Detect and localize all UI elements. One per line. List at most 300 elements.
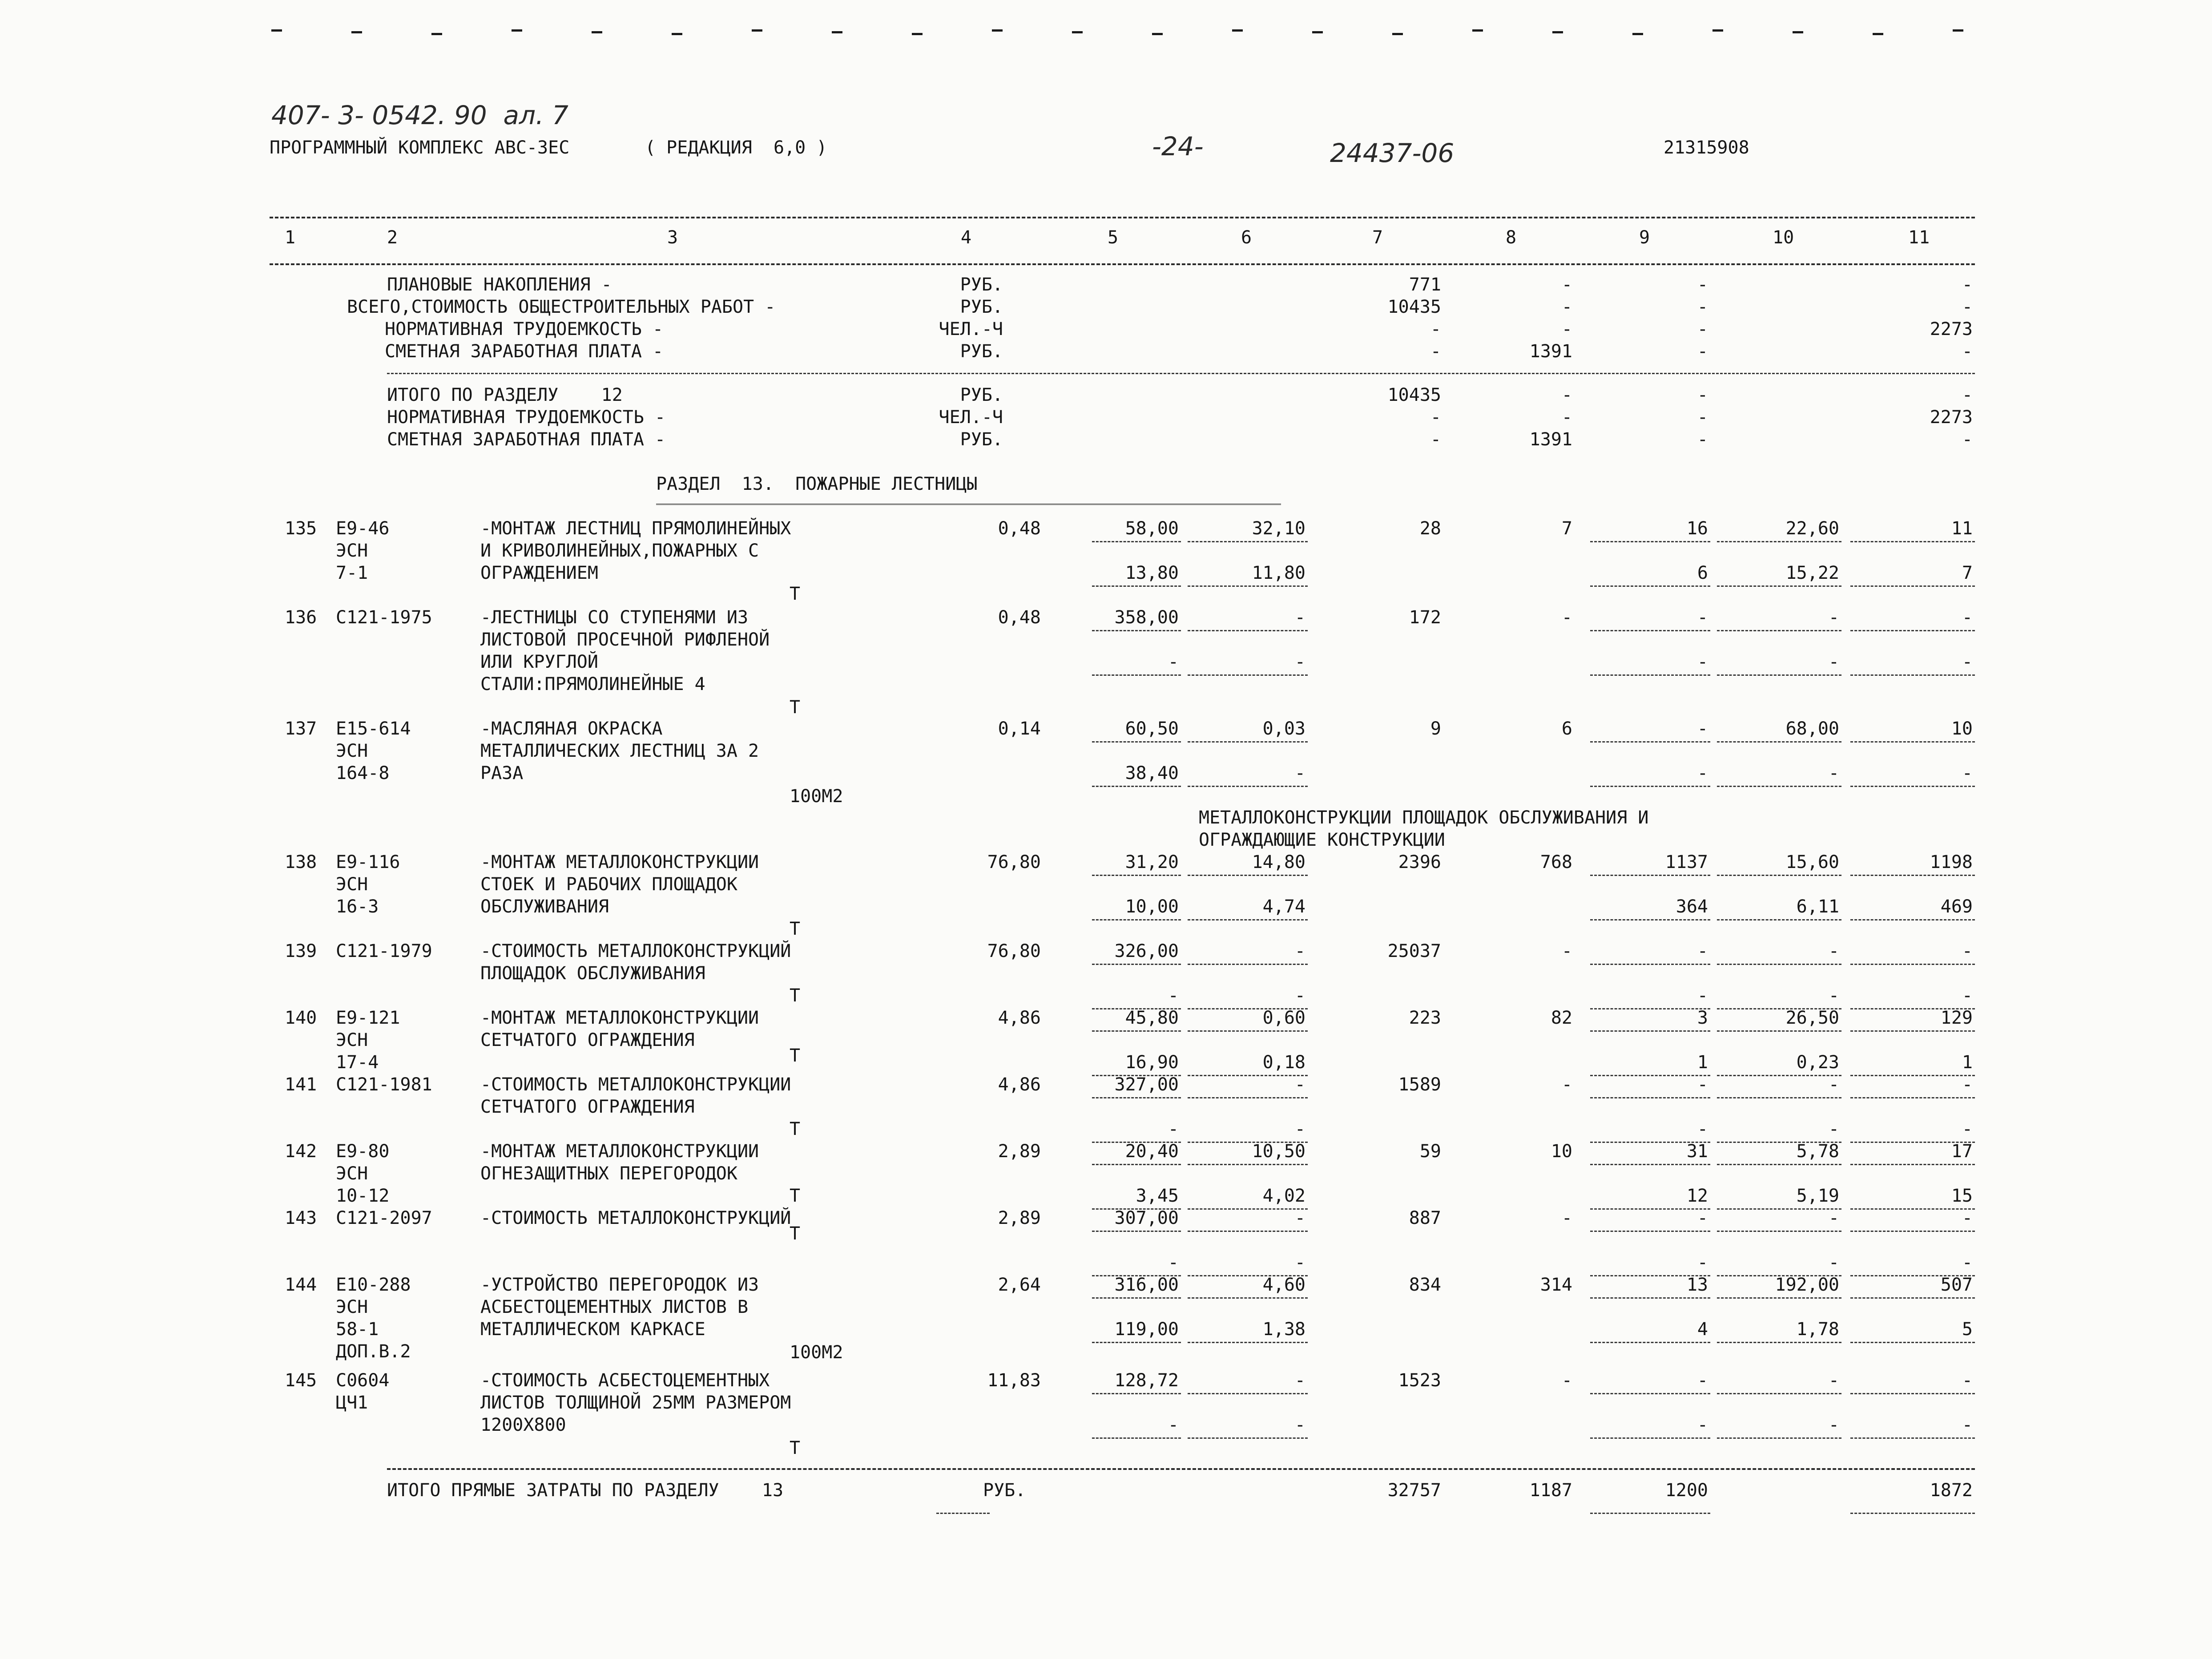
item-description: -МОНТАЖ МЕТАЛЛОКОНСТРУКЦИИ [480,1008,759,1028]
item-value-c4: 2,89 [998,1208,1041,1228]
item-code: 10-12 [336,1186,390,1206]
edition-label: ( РЕДАКЦИЯ 6,0 ) [645,137,827,158]
item-description: ОБСЛУЖИВАНИЯ [480,896,609,917]
value-separator [1188,786,1308,787]
value-separator [1850,1297,1975,1299]
item-value-c11: - [1962,1208,1973,1228]
summary-value: - [1697,407,1708,428]
item-value-c5: 128,72 [1114,1370,1179,1391]
value-separator [1590,1231,1710,1232]
item-description: -УСТРОЙСТВО ПЕРЕГОРОДОК ИЗ [480,1275,759,1295]
item-value-c7: 887 [1409,1208,1441,1228]
item-code: Е9-121 [336,1008,400,1028]
item-description: МЕТАЛЛИЧЕСКОМ КАРКАСЕ [480,1319,705,1340]
item-value-c9: - [1697,941,1708,961]
value-separator [1092,585,1181,587]
value-separator [1590,1075,1710,1076]
value-separator [1590,541,1710,542]
item-unit: Т [790,1438,801,1458]
value-separator [1590,630,1710,631]
item-value-c9b: - [1697,1415,1708,1435]
item-description: ОГРАЖДЕНИЕМ [480,563,598,583]
summary-value: - [1697,274,1708,295]
column-header-10: 10 [1773,227,1794,248]
item-value-c10b: - [1828,985,1839,1006]
item-value-c10: - [1828,1208,1839,1228]
item-description: СЕТЧАТОГО ОГРАЖДЕНИЯ [480,1097,695,1117]
item-value-c11: 11 [1951,518,1973,539]
document-number: 24437-06 [1330,138,1455,168]
tape-mark [351,31,362,33]
item-value-c9b: 364 [1676,896,1708,917]
summary-value: - [1697,385,1708,405]
item-value-c9b: 12 [1686,1186,1708,1206]
item-unit: 100М2 [790,786,843,807]
item-value-c7: 2396 [1398,852,1441,872]
value-separator [1188,875,1308,876]
tape-mark [912,33,923,35]
item-value-c5b: 16,90 [1125,1052,1179,1073]
item-value-c7: 834 [1409,1275,1441,1295]
value-separator [1092,1437,1181,1439]
value-separator [1717,1393,1841,1394]
value-separator [1850,1075,1975,1076]
summary-unit: РУБ. [960,341,1003,362]
item-value-c11b: - [1962,985,1973,1006]
value-separator [1590,1008,1710,1009]
item-value-c4: 11,83 [987,1370,1041,1391]
item-value-c11b: 5 [1962,1319,1973,1340]
tape-mark [1632,33,1643,35]
summary-value: 1391 [1529,429,1572,450]
item-number: 138 [285,852,317,872]
item-value-c11: - [1962,1074,1973,1095]
subsection-title: МЕТАЛЛОКОНСТРУКЦИИ ПЛОЩАДОК ОБСЛУЖИВАНИЯ И [1199,807,1649,828]
item-code: 17-4 [336,1052,379,1073]
value-separator [1188,1342,1308,1343]
item-value-c10: 22,60 [1785,518,1839,539]
item-unit: Т [790,1119,801,1139]
item-number: 143 [285,1208,317,1228]
value-separator [1188,585,1308,587]
summary-unit: ЧЕЛ.-Ч [939,319,1003,339]
item-value-c9: 16 [1686,518,1708,539]
value-separator [1188,630,1308,631]
value-separator [1092,541,1181,542]
value-separator [1092,674,1181,676]
item-value-c5b: - [1168,652,1179,672]
item-value-c11: 10 [1951,718,1973,739]
value-separator [1850,875,1975,876]
item-value-c9b: 6 [1697,563,1708,583]
rule-line [270,263,1975,265]
value-separator [1188,741,1308,743]
summary-value: - [1561,319,1572,339]
item-number: 141 [285,1074,317,1095]
item-value-c5b: - [1168,1252,1179,1273]
tape-mark [1392,33,1403,35]
summary-unit: РУБ. [960,429,1003,450]
summary-label: НОРМАТИВНАЯ ТРУДОЕМКОСТЬ - [387,407,666,428]
program-name: ПРОГРАММНЫЙ КОМПЛЕКС АВС-ЗЕС [270,137,570,158]
item-value-c6: 14,80 [1252,852,1305,872]
value-separator [1590,1393,1710,1394]
item-code: Е15-614 [336,718,411,739]
value-separator [1850,786,1975,787]
item-value-c11b: - [1962,652,1973,672]
value-separator [1717,741,1841,743]
value-separator [1092,630,1181,631]
item-value-c6: 32,10 [1252,518,1305,539]
summary-unit: РУБ. [960,297,1003,317]
item-value-c9b: - [1697,652,1708,672]
page-number: -24- [1152,131,1204,161]
item-unit: 100М2 [790,1342,843,1363]
column-header-4: 4 [961,227,972,248]
total-value: 32757 [1387,1480,1441,1501]
item-value-c9b: - [1697,985,1708,1006]
item-value-c5: 316,00 [1114,1275,1179,1295]
item-value-c11b: 15 [1951,1186,1973,1206]
tape-mark [1873,33,1883,35]
item-value-c10: 26,50 [1785,1008,1839,1028]
item-code: Е9-46 [336,518,390,539]
value-separator [1092,875,1181,876]
item-code: 58-1 [336,1319,379,1340]
item-value-c6: 0,60 [1262,1008,1305,1028]
value-separator [1850,585,1975,587]
total-value: 1187 [1529,1480,1572,1501]
tape-mark [512,29,522,32]
item-value-c5b: - [1168,985,1179,1006]
value-separator [1188,1393,1308,1394]
item-code: С121-1979 [336,941,432,961]
handwritten-reference: 407- 3- 0542. 90 ал. 7 [271,100,568,130]
item-value-c10b: 0,23 [1796,1052,1839,1073]
item-value-c5: 60,50 [1125,718,1179,739]
item-value-c6b: - [1294,652,1305,672]
summary-value: - [1962,429,1973,450]
item-value-c4: 4,86 [998,1008,1041,1028]
item-value-c9: - [1697,1074,1708,1095]
item-value-c9b: - [1697,763,1708,783]
value-separator [1850,630,1975,631]
item-value-c10: - [1828,941,1839,961]
tape-mark [992,29,1003,32]
item-value-c8: - [1561,1208,1572,1228]
tape-mark [1312,31,1323,33]
value-separator [1850,674,1975,676]
item-value-c7: 1523 [1398,1370,1441,1391]
item-value-c10: 5,78 [1796,1141,1839,1162]
item-value-c6b: 4,74 [1262,896,1305,917]
summary-value: - [1430,319,1441,339]
item-value-c7: 59 [1419,1141,1441,1162]
value-separator [1590,964,1710,965]
item-description: СЕТЧАТОГО ОГРАЖДЕНИЯ [480,1030,695,1050]
value-separator [1717,1437,1841,1439]
value-separator [1188,1208,1308,1210]
value-separator [1590,1297,1710,1299]
item-value-c6b: 11,80 [1252,563,1305,583]
item-value-c9: 31 [1686,1141,1708,1162]
column-header-1: 1 [285,227,296,248]
value-separator [1092,1030,1181,1032]
item-value-c6b: - [1294,985,1305,1006]
item-value-c7: 1589 [1398,1074,1441,1095]
item-value-c9: - [1697,607,1708,628]
value-separator [1092,1097,1181,1098]
value-separator [1188,674,1308,676]
section-underline [656,504,1281,505]
item-description: ПЛОЩАДОК ОБСЛУЖИВАНИЯ [480,963,705,984]
item-number: 137 [285,718,317,739]
item-code: ДОП.В.2 [336,1341,411,1362]
summary-value: - [1561,274,1572,295]
item-value-c7: 25037 [1387,941,1441,961]
tape-mark [1552,31,1563,33]
value-separator [1717,1164,1841,1165]
item-value-c11b: - [1962,763,1973,783]
item-description: -СТОИМОСТЬ МЕТАЛЛОКОНСТРУКЦИЙ [480,941,791,961]
item-description: -МОНТАЖ МЕТАЛЛОКОНСТРУКЦИИ [480,1141,759,1162]
item-code: 7-1 [336,563,368,583]
item-value-c8: 314 [1540,1275,1572,1295]
item-value-c10b: 5,19 [1796,1186,1839,1206]
value-separator [1590,919,1710,920]
value-separator [1850,1097,1975,1098]
summary-label: НОРМАТИВНАЯ ТРУДОЕМКОСТЬ - [385,319,664,339]
item-value-c6: - [1294,1370,1305,1391]
value-separator [1092,1231,1181,1232]
rule-line [387,373,1975,374]
item-value-c9: 3 [1697,1008,1708,1028]
total-value: 1200 [1665,1480,1708,1501]
item-value-c11b: - [1962,1415,1973,1435]
item-unit: Т [790,1186,801,1206]
value-separator [1717,786,1841,787]
total-underline [936,1513,990,1514]
summary-value: 10435 [1387,297,1441,317]
value-separator [1092,1342,1181,1343]
value-separator [1590,741,1710,743]
item-value-c11: 129 [1940,1008,1973,1028]
item-value-c6b: - [1294,1119,1305,1139]
item-description: ОГНЕЗАЩИТНЫХ ПЕРЕГОРОДОК [480,1163,737,1184]
summary-value: 1391 [1529,341,1572,362]
item-code: ЭСН [336,874,368,895]
item-value-c11b: 7 [1962,563,1973,583]
item-value-c10: 68,00 [1785,718,1839,739]
item-value-c6b: - [1294,1252,1305,1273]
item-code: С121-2097 [336,1208,432,1228]
item-value-c11b: 1 [1962,1052,1973,1073]
item-number: 139 [285,941,317,961]
item-value-c11: - [1962,607,1973,628]
tape-mark [672,33,682,35]
summary-label: ПЛАНОВЫЕ НАКОПЛЕНИЯ - [387,274,612,295]
item-number: 135 [285,518,317,539]
item-value-c6: - [1294,1208,1305,1228]
summary-value: - [1962,385,1973,405]
item-value-c10: 192,00 [1775,1275,1839,1295]
tape-mark [1152,33,1163,35]
item-description: ИЛИ КРУГЛОЙ [480,652,598,672]
item-value-c5b: 13,80 [1125,563,1179,583]
tape-mark [752,29,762,32]
item-value-c10b: 6,11 [1796,896,1839,917]
value-separator [1092,964,1181,965]
item-value-c5: 45,80 [1125,1008,1179,1028]
item-value-c11b: - [1962,1252,1973,1273]
summary-label: СМЕТНАЯ ЗАРАБОТНАЯ ПЛАТА - [385,341,664,362]
item-description: -СТОИМОСТЬ МЕТАЛЛОКОНСТРУКЦИЙ [480,1208,791,1228]
summary-value: - [1561,297,1572,317]
item-value-c7: 9 [1430,718,1441,739]
item-value-c4: 0,14 [998,718,1041,739]
value-separator [1850,541,1975,542]
item-value-c5b: 38,40 [1125,763,1179,783]
item-value-c5b: - [1168,1119,1179,1139]
summary-value: - [1697,297,1708,317]
item-number: 140 [285,1008,317,1028]
total-unit: РУБ. [983,1480,1026,1501]
item-value-c4: 2,89 [998,1141,1041,1162]
item-description: 1200Х800 [480,1415,566,1435]
value-separator [1188,1437,1308,1439]
value-separator [1590,1342,1710,1343]
section-title: РАЗДЕЛ 13. ПОЖАРНЫЕ ЛЕСТНИЦЫ [656,474,978,494]
item-value-c8: 6 [1561,718,1572,739]
value-separator [1188,1231,1308,1232]
summary-label: ВСЕГО,СТОИМОСТЬ ОБЩЕСТРОИТЕЛЬНЫХ РАБОТ - [347,297,776,317]
item-value-c10b: - [1828,763,1839,783]
item-value-c6b: 1,38 [1262,1319,1305,1340]
value-separator [1850,1164,1975,1165]
item-value-c5: 58,00 [1125,518,1179,539]
summary-unit: РУБ. [960,274,1003,295]
value-separator [1590,875,1710,876]
item-value-c8: - [1561,1074,1572,1095]
summary-unit: ЧЕЛ.-Ч [939,407,1003,428]
total-underline [1590,1513,1710,1514]
item-value-c9b: - [1697,1252,1708,1273]
tape-mark [431,33,442,35]
value-separator [1850,1342,1975,1343]
item-unit: Т [790,584,801,604]
item-description: -МОНТАЖ ЛЕСТНИЦ ПРЯМОЛИНЕЙНЫХ [480,518,791,539]
value-separator [1717,630,1841,631]
summary-value: - [1962,297,1973,317]
value-separator [1717,919,1841,920]
item-number: 136 [285,607,317,628]
item-value-c4: 76,80 [987,941,1041,961]
column-header-2: 2 [387,227,398,248]
item-value-c11: - [1962,941,1973,961]
item-value-c10: - [1828,1370,1839,1391]
summary-value: - [1430,407,1441,428]
item-value-c11b: 469 [1940,896,1973,917]
item-value-c6b: 0,18 [1262,1052,1305,1073]
value-separator [1188,964,1308,965]
item-code: ЭСН [336,741,368,761]
tape-mark [1232,29,1243,32]
value-separator [1717,1297,1841,1299]
item-description: РАЗА [480,763,524,783]
value-separator [1717,1231,1841,1232]
value-separator [1717,1075,1841,1076]
column-header-9: 9 [1639,227,1650,248]
value-separator [1850,1208,1975,1210]
value-separator [1092,786,1181,787]
value-separator [1188,919,1308,920]
value-separator [1092,1393,1181,1394]
item-value-c6: 0,03 [1262,718,1305,739]
value-separator [1717,1342,1841,1343]
total-label: ИТОГО ПРЯМЫЕ ЗАТРАТЫ ПО РАЗДЕЛУ 13 [387,1480,784,1501]
item-value-c6: - [1294,941,1305,961]
item-value-c9: 1137 [1665,852,1708,872]
summary-label: ИТОГО ПО РАЗДЕЛУ 12 [387,385,623,405]
value-separator [1717,964,1841,965]
total-value: 1872 [1930,1480,1973,1501]
item-value-c6: 10,50 [1252,1141,1305,1162]
item-value-c5: 358,00 [1114,607,1179,628]
subsection-title: ОГРАЖДАЮЩИЕ КОНСТРУКЦИИ [1199,830,1445,850]
item-description: -МАСЛЯНАЯ ОКРАСКА [480,718,663,739]
value-separator [1850,1231,1975,1232]
tape-mark [1712,29,1723,32]
tape-mark [1072,31,1083,33]
summary-value: - [1962,341,1973,362]
total-underline [1850,1513,1975,1514]
item-value-c6: - [1294,607,1305,628]
item-value-c9: - [1697,1208,1708,1228]
item-value-c6b: - [1294,763,1305,783]
item-value-c10: - [1828,607,1839,628]
item-value-c11: 1198 [1930,852,1973,872]
item-value-c5: 20,40 [1125,1141,1179,1162]
item-description: -ЛЕСТНИЦЫ СО СТУПЕНЯМИ ИЗ [480,607,749,628]
item-value-c10b: - [1828,1415,1839,1435]
item-description: ЛИСТОВОЙ ПРОСЕЧНОЙ РИФЛЕНОЙ [480,630,770,650]
column-header-8: 8 [1506,227,1517,248]
item-code: Е9-116 [336,852,400,872]
rule-line [270,217,1975,218]
value-separator [1590,1164,1710,1165]
item-number: 142 [285,1141,317,1162]
value-separator [1717,1208,1841,1210]
item-value-c10b: - [1828,652,1839,672]
item-code: С0604 [336,1370,390,1391]
value-separator [1717,585,1841,587]
item-value-c7: 28 [1419,518,1441,539]
summary-value: 771 [1409,274,1441,295]
value-separator [1590,585,1710,587]
item-code: 16-3 [336,896,379,917]
item-value-c8: 82 [1551,1008,1572,1028]
item-value-c6: - [1294,1074,1305,1095]
value-separator [1850,1437,1975,1439]
item-value-c10b: - [1828,1252,1839,1273]
value-separator [1092,741,1181,743]
item-code: Е9-80 [336,1141,390,1162]
item-value-c10: 15,60 [1785,852,1839,872]
column-header-5: 5 [1108,227,1119,248]
tape-mark [832,31,842,33]
item-value-c10b: 15,22 [1785,563,1839,583]
value-separator [1590,1030,1710,1032]
